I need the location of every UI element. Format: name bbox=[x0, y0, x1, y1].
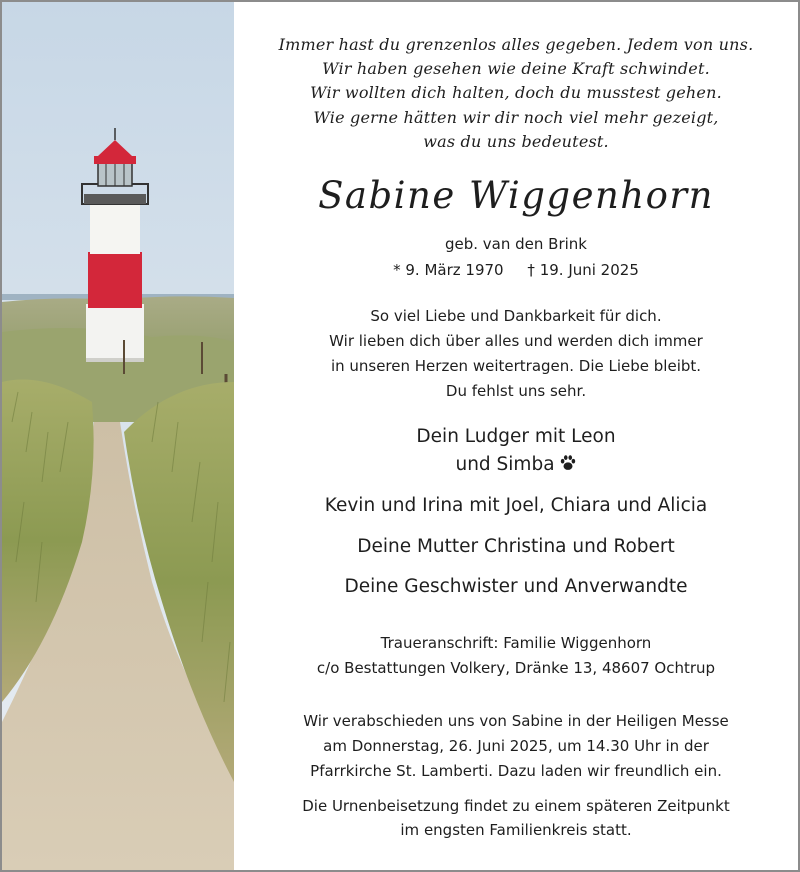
signature-line bbox=[234, 454, 798, 475]
maiden-name: geb. van den Brink bbox=[445, 235, 587, 253]
urn-line: im engsten Familienkreis statt. bbox=[400, 821, 632, 839]
poem-line: Wie gerne hätten wir dir noch viel mehr gezeigt, bbox=[313, 108, 719, 127]
death-date: † 19. Juni 2025 bbox=[527, 261, 639, 279]
poem-line: was du uns bedeutest. bbox=[423, 132, 609, 151]
urn-line: Die Urnenbeisetzung findet zu einem späteren Zeitpunkt bbox=[302, 797, 730, 815]
obituary-text bbox=[234, 2, 798, 870]
tribute-line: So viel Liebe und Dankbarkeit für dich. bbox=[370, 307, 662, 325]
address-line: Traueranschrift: Familie Wiggenhorn bbox=[380, 634, 652, 652]
service-line: Wir verabschieden uns von Sabine in der Heiligen Messe bbox=[303, 712, 729, 730]
deceased-name: Sabine Wiggenhorn bbox=[318, 174, 714, 217]
service-line: am Donnerstag, 26. Juni 2025, um 14.30 Uhr in der bbox=[323, 737, 709, 755]
service-line: Pfarrkirche St. Lamberti. Dazu laden wir freundlich ein. bbox=[310, 762, 722, 780]
signature-line: Dein Ludger mit Leon bbox=[416, 426, 616, 447]
tribute-line: in unseren Herzen weitertragen. Die Liebe bleibt. bbox=[330, 357, 702, 375]
poem-line: Wir wollten dich halten, doch du musstest gehen. bbox=[310, 83, 722, 102]
address-line: c/o Bestattungen Volkery, Dränke 13, 48607 Ochtrup bbox=[316, 659, 716, 677]
poem-line: Immer hast du grenzenlos alles gegeben. Jedem von uns. bbox=[278, 35, 754, 54]
birth-date: * 9. März 1970 bbox=[393, 261, 504, 279]
lighthouse-dunes-photo bbox=[2, 2, 234, 870]
tribute-line: Du fehlst uns sehr. bbox=[445, 382, 587, 400]
signature-line: Kevin und Irina mit Joel, Chiara und Alicia bbox=[324, 495, 708, 516]
paw-icon bbox=[559, 454, 577, 472]
tribute-line: Wir lieben dich über alles und werden dich immer bbox=[329, 332, 703, 350]
poem-line: Wir haben gesehen wie deine Kraft schwindet. bbox=[322, 59, 710, 78]
signature-text: und Simba bbox=[455, 454, 555, 475]
life-dates bbox=[234, 261, 798, 279]
signature-line: Deine Mutter Christina und Robert bbox=[357, 536, 675, 557]
signature-line: Deine Geschwister und Anverwandte bbox=[344, 576, 688, 597]
